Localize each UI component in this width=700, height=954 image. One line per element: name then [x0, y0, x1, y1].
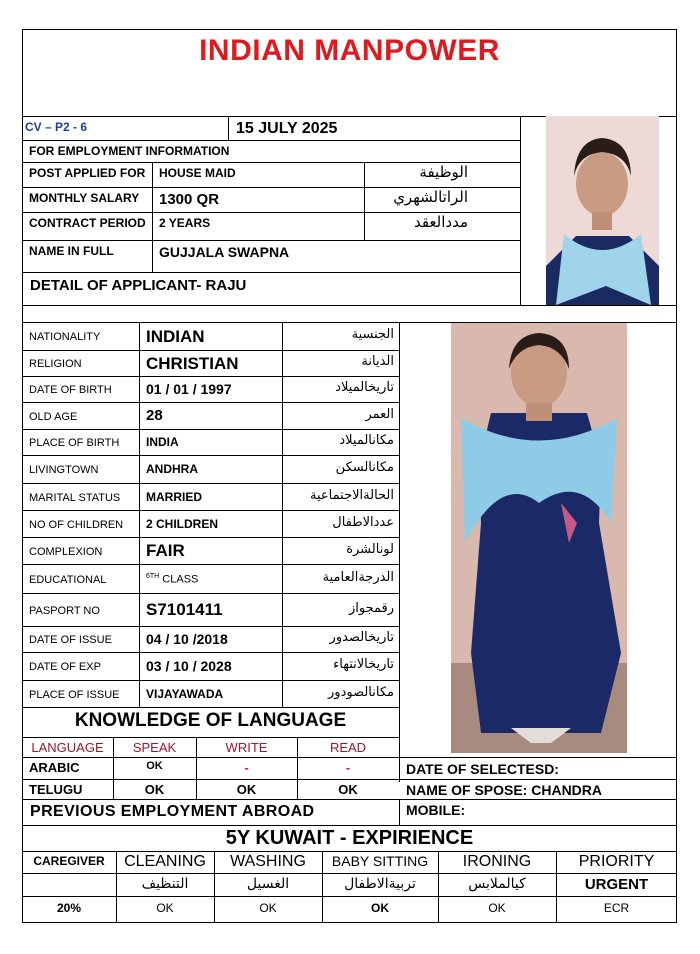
personal-label: COMPLEXION — [29, 545, 103, 558]
grid-line — [22, 779, 677, 780]
language-header: READ — [329, 740, 367, 755]
language-read: OK — [338, 782, 358, 797]
grid-line — [22, 757, 677, 758]
personal-value: S7101411 — [146, 600, 223, 619]
skill-header: CAREGIVER — [33, 854, 105, 868]
grid-line — [228, 116, 229, 140]
grid-line — [22, 483, 399, 484]
personal-label: PASPORT NO — [29, 604, 100, 617]
personal-value: FAIR — [146, 541, 185, 560]
personal-label: DATE OF EXP — [29, 661, 101, 673]
skill-header: BABY SITTING — [331, 853, 429, 869]
grid-line — [22, 350, 399, 351]
personal-value: 01 / 01 / 1997 — [146, 381, 232, 397]
personal-label: DATE OF ISSUE — [29, 634, 112, 646]
skill-arabic: التنظيف — [141, 876, 189, 892]
employment-value: 1300 QR — [159, 191, 220, 208]
mobile-label: MOBILE: — [406, 802, 466, 818]
personal-value: ANDHRA — [146, 462, 198, 476]
skill-value: OK — [371, 901, 389, 915]
personal-arabic: الجنسية — [351, 327, 394, 342]
personal-arabic: تاريخالانتهاء — [333, 657, 394, 672]
language-name: TELUGU — [29, 782, 83, 797]
language-header: WRITE — [225, 740, 268, 755]
personal-arabic: عددالاطفال — [332, 514, 394, 530]
grid-line — [22, 564, 399, 565]
applicant-detail: DETAIL OF APPLICANT- RAJU — [30, 277, 247, 294]
skill-arabic: كيالملابس — [468, 876, 526, 892]
page-title: INDIAN MANPOWER — [199, 34, 500, 67]
personal-arabic: الدرجةالعامية — [322, 569, 394, 585]
personal-label: MARITAL STATUS — [29, 491, 121, 504]
grid-line — [22, 537, 399, 538]
personal-label: OLD AGE — [29, 410, 78, 423]
language-write: OK — [236, 782, 257, 797]
personal-arabic: مكانالميلاد — [339, 433, 394, 448]
employment-label: POST APPLIED FOR — [29, 166, 146, 180]
personal-label: LIVINGTOWN — [29, 464, 99, 476]
employment-value: HOUSE MAID — [159, 166, 236, 180]
language-speak: OK — [146, 760, 163, 772]
employment-arabic: الوظيفة — [419, 163, 468, 181]
experience-heading: 5Y KUWAIT - EXPIRIENCE — [225, 827, 474, 849]
personal-arabic: تاريخالميلاد — [335, 380, 394, 395]
cv-date: 15 JULY 2025 — [236, 120, 338, 137]
personal-label: PLACE OF BIRTH — [29, 437, 120, 449]
grid-line — [22, 825, 677, 826]
priority-urgent: URGENT — [584, 876, 649, 893]
skill-arabic: الغسيل — [246, 876, 290, 892]
grid-line — [22, 626, 399, 627]
personal-arabic: رقمجواز — [348, 600, 394, 616]
personal-value: VIJAYAWADA — [146, 686, 224, 701]
personal-value: CHRISTIAN — [146, 353, 239, 373]
employment-section-title: FOR EMPLOYMENT INFORMATION — [29, 144, 230, 158]
grid-line — [399, 799, 400, 825]
personal-value: 2 CHILDREN — [146, 516, 219, 531]
grid-line — [22, 851, 677, 852]
grid-line — [22, 510, 399, 511]
grid-line — [22, 873, 677, 874]
language-read: - — [345, 760, 351, 775]
language-header: SPEAK — [132, 740, 177, 755]
portrait-photo — [546, 116, 659, 305]
personal-value: 04 / 10 /2018 — [146, 631, 228, 647]
personal-value: MARRIED — [146, 489, 202, 504]
grid-line — [22, 896, 677, 897]
personal-arabic: الديانة — [361, 354, 394, 369]
skill-header: IRONING — [462, 853, 532, 870]
skill-header: CLEANING — [124, 853, 206, 870]
employment-label: MONTHLY SALARY — [29, 191, 140, 205]
grid-line — [282, 322, 283, 707]
personal-value: INDIAN — [146, 326, 205, 346]
skill-header: WASHING — [230, 853, 306, 870]
personal-value: 03 / 10 / 2028 — [146, 658, 232, 674]
grid-line — [22, 593, 399, 594]
personal-arabic: مكانالسكن — [335, 460, 394, 475]
employment-value: 2 YEARS — [159, 216, 211, 230]
language-header: LANGUAGE — [31, 740, 104, 755]
skill-value: OK — [488, 901, 506, 915]
personal-label: NATIONALITY — [29, 331, 101, 343]
personal-arabic: الحالةالاجتماعية — [310, 487, 394, 503]
employment-label: CONTRACT PERIOD — [29, 216, 146, 230]
personal-label: PLACE OF ISSUE — [29, 688, 120, 701]
employment-arabic: الراتالشهري — [393, 188, 468, 206]
grid-line — [22, 680, 399, 681]
personal-arabic: تاريخالصدور — [329, 630, 394, 645]
personal-label: NO OF CHILDREN — [29, 518, 124, 531]
cv-reference: CV – P2 - 6 — [25, 120, 88, 134]
employment-arabic: مددالعقد — [413, 213, 468, 231]
personal-arabic: مكانالصودور — [328, 684, 394, 700]
personal-arabic: العمر — [365, 406, 394, 422]
personal-value: 28 — [146, 407, 163, 424]
grid-line — [22, 140, 520, 141]
grid-line — [152, 162, 153, 272]
skill-value: OK — [259, 901, 277, 915]
grid-line — [22, 429, 399, 430]
grid-line — [22, 402, 399, 403]
full-body-photo — [451, 323, 627, 753]
personal-arabic: لونالشرة — [346, 541, 394, 557]
grid-line — [22, 305, 677, 306]
skill-value: OK — [156, 901, 174, 915]
employment-value: GUJJALA SWAPNA — [159, 244, 290, 260]
grid-line — [22, 799, 677, 800]
language-title: KNOWLEDGE OF LANGUAGE — [74, 710, 347, 731]
personal-label: EDUCATIONAL — [29, 573, 107, 586]
date-selected: DATE OF SELECTESD: — [406, 761, 559, 777]
skill-arabic: تربيةالاطفال — [344, 876, 416, 892]
grid-line — [399, 322, 400, 782]
personal-value: INDIA — [146, 435, 179, 449]
spouse-name: NAME OF SPOSE: CHANDRA — [406, 782, 603, 798]
skill-header: PRIORITY — [578, 853, 655, 870]
grid-line — [364, 162, 365, 240]
language-write: - — [244, 760, 249, 775]
language-name: ARABIC — [29, 760, 80, 775]
language-speak: OK — [144, 782, 165, 797]
skill-value: 20% — [56, 901, 82, 915]
previous-employment-title: PREVIOUS EMPLOYMENT ABROAD — [30, 803, 315, 820]
grid-line — [22, 737, 399, 738]
grid-line — [22, 376, 399, 377]
grid-line — [139, 322, 140, 707]
grid-line — [22, 455, 399, 456]
employment-label: NAME IN FULL — [29, 244, 114, 258]
personal-label: DATE OF BIRTH — [29, 384, 112, 396]
skill-value: ECR — [603, 901, 630, 915]
grid-line — [22, 240, 520, 241]
grid-line — [22, 707, 399, 708]
personal-label: RELIGION — [29, 358, 82, 370]
grid-line — [22, 652, 399, 653]
grid-line — [22, 272, 520, 273]
personal-value: $^{6TH}$ CLASS — [146, 572, 199, 586]
grid-line — [520, 116, 521, 305]
